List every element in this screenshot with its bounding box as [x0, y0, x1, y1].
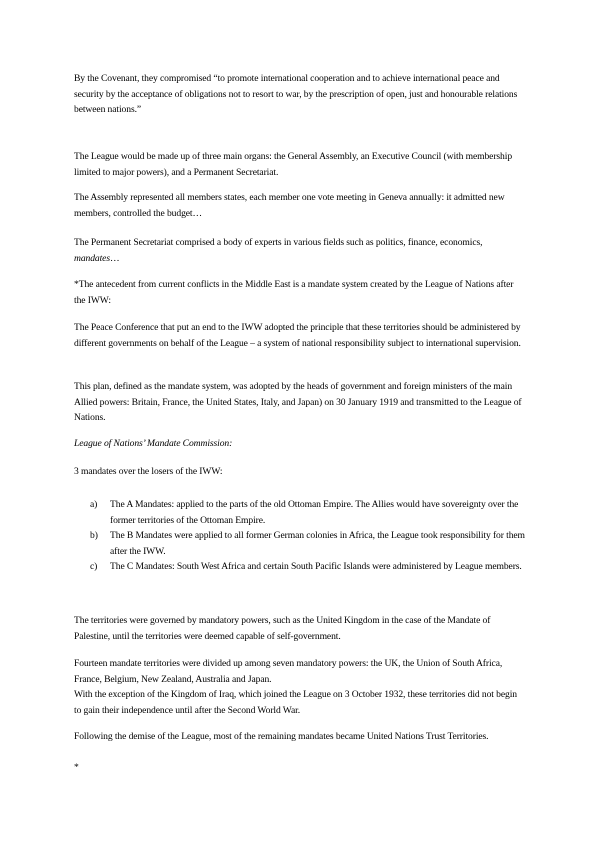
list-item: [74, 559, 526, 575]
list-marker: c): [90, 561, 98, 573]
list-item: [74, 497, 526, 528]
paragraph-secretariat: [74, 235, 526, 266]
trailing-asterisk: *: [74, 762, 79, 773]
paragraph-organs: The League would be made up of three main organs: the General Assembly, an Executive Council (with membership limited to major powers), and a Permanent Secretariat.: [74, 151, 513, 178]
mandates-list: [74, 497, 526, 575]
list-item-text: The C Mandates: South West Africa and certain South Pacific Islands were administered by League members.: [110, 561, 522, 573]
paragraph-governed: The territories were governed by mandatory powers, such as the United Kingdom in the case of the Mandate of Palestine, until the territories were deemed capable of self-government.: [74, 615, 491, 642]
paragraph-covenant: By the Covenant, they compromised “to promote international cooperation and to achieve international peace and security by the acceptance of obligations not to resort to war, by the prescription of open, just and honourable relations between nations.”: [74, 73, 518, 116]
secretariat-text: The Permanent Secretariat comprised a body of experts in various fields such as politics, finance, economics,: [74, 237, 483, 248]
list-marker: b): [90, 530, 98, 542]
secretariat-mandates-italic: mandates: [74, 252, 110, 264]
paragraph-peace-conference: The Peace Conference that put an end to the IWW adopted the principle that these territories should be administered by different governments on behalf of the League – a system of national responsibility subject to international supervision.: [74, 322, 521, 349]
secretariat-ellipsis: …: [109, 252, 120, 264]
paragraph-following: Following the demise of the League, most of the remaining mandates became United Nations Trust Territories.: [74, 731, 489, 742]
list-marker: a): [90, 499, 98, 510]
paragraph-antecedent: *The antecedent from current conflicts in the Middle East is a mandate system created by the League of Nations after the IWW:: [74, 279, 514, 306]
list-item: [74, 528, 526, 559]
paragraph-plan: This plan, defined as the mandate system, was adopted by the heads of government and foreign ministers of the main Allied powers: Britain, France, the United States, Italy, and Japan) on 30 January 1919 and transmitted to the League of Nations.: [74, 381, 522, 424]
paragraph-fourteen: Fourteen mandate territories were divided up among seven mandatory powers: the UK, the Union of South Africa, France, Belgium, New Zealand, Australia and Japan.: [74, 658, 503, 685]
commission-heading: League of Nations’ Mandate Commission:: [74, 438, 233, 449]
paragraph-iraq: With the exception of the Kingdom of Iraq, which joined the League on 3 October 1932, these territories did not begin to gain their independence until after the Second World War.: [74, 689, 517, 716]
list-item-text: The A Mandates: applied to the parts of the old Ottoman Empire. The Allies would have sovereignty over the former territories of the Ottoman Empire.: [110, 499, 519, 526]
list-item-text: The B Mandates were applied to all former German colonies in Africa, the League took responsibility for them after the IWW.: [110, 530, 525, 557]
paragraph-three-mandates: 3 mandates over the losers of the IWW:: [74, 466, 223, 477]
paragraph-assembly: The Assembly represented all members states, each member one vote meeting in Geneva annually: it admitted new members, controlled the budget…: [74, 192, 505, 219]
